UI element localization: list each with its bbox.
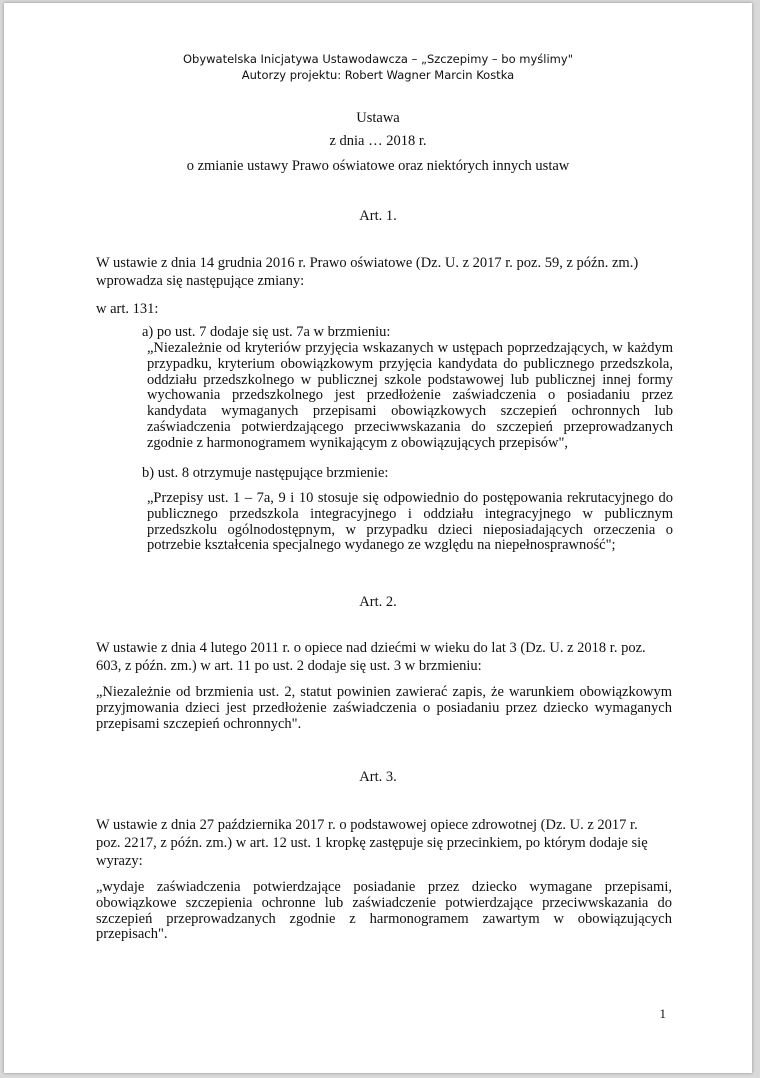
header-initiative: Obywatelska Inicjatywa Ustawodawcza – „Szczepimy – bo myślimy" (182, 52, 573, 66)
art1-item-b-text: „Przepisy ust. 1 – 7a, 9 i 10 stosuje się odpowiednio do postępowania rekrutacyjnego do publicznego przedszkola integracyjnego i oddziału integracyjnego w publicznym przedszkolu ogólnodostępnym, w przypadku dzieci nieposiadających orzeczenia o potrzebie kształcenia specjalnego wydanego ze względu na niepełnosprawność"; (147, 490, 673, 554)
header-authors: Autorzy projektu: Robert Wagner Marcin Kostka (241, 68, 515, 82)
title-subject: o zmianie ustawy Prawo oświatowe oraz niektórych innych ustaw (186, 158, 570, 174)
art1-art131: w art. 131: (96, 301, 159, 317)
art2-heading: Art. 2. (359, 594, 397, 610)
art1-intro-line2: wprowadza się następujące zmiany: (96, 273, 305, 289)
art3-heading: Art. 3. (359, 769, 397, 785)
art1-heading: Art. 1. (359, 208, 397, 224)
page-number: 1 (659, 1006, 666, 1021)
art1-intro-line1: W ustawie z dnia 14 grudnia 2016 r. Prawo oświatowe (Dz. U. z 2017 r. poz. 59, z późn. zm.) (96, 255, 639, 271)
art2-intro-line2: 603, z późn. zm.) w art. 11 po ust. 2 dodaje się ust. 3 w brzmieniu: (96, 658, 482, 674)
title-ustawa: Ustawa (356, 110, 400, 126)
art3-intro-line3: wyrazy: (96, 853, 143, 869)
title-date: z dnia … 2018 r. (329, 133, 427, 149)
document-page (4, 3, 752, 1073)
art2-text: „Niezależnie od brzmienia ust. 2, statut powinien zawierać zapis, że warunkiem obowiązkowym przyjmowania dzieci jest przedłożenie zaświadczenia o posiadaniu przez dziecko wymaganych przepisami szczepień ochronnych". (96, 684, 672, 732)
art1-item-a-label: a) po ust. 7 dodaje się ust. 7a w brzmieniu: (142, 324, 391, 340)
document-header (4, 51, 752, 83)
art3-intro-line1: W ustawie z dnia 27 października 2017 r. o podstawowej opiece zdrowotnej (Dz. U. z 2017 r. (96, 817, 638, 833)
art2-intro-line1: W ustawie z dnia 4 lutego 2011 r. o opiece nad dziećmi w wieku do lat 3 (Dz. U. z 2018 r. poz. (96, 640, 646, 656)
art1-item-a-text: „Niezależnie od kryteriów przyjęcia wskazanych w ustępach poprzedzających, w każdym przypadku, kryterium obowiązkowym przyjęcia kandydata do publicznego przedszkola, oddziału przedszkolnego w publicznej szkole podstawowej lub publicznej innej formy wychowania przedszkolnego jest przedłożenie zaświadczenia o posiadaniu przez kandydata wymaganych przepisami obowiązkowych szczepień ochronnych lub zaświadczenia potwierdzającego przeciwwskazania do szczepień przeprowadzanych zgodnie z harmonogramem wynikającym z obowiązujących przepisów", (147, 340, 673, 451)
art3-text: „wydaje zaświadczenia potwierdzające posiadanie przez dziecko wymagane przepisami, obowiązkowe szczepienia ochronne lub zaświadczenie potwierdzające przeciwwskazania do szczepień przeprowadzanych zgodnie z harmonogramem zawartym w obowiązujących przepisach". (96, 879, 672, 943)
art3-intro-line2: poz. 2217, z późn. zm.) w art. 12 ust. 1 kropkę zastępuje się przecinkiem, po którym dodaje się (96, 835, 648, 851)
art1-item-b-label: b) ust. 8 otrzymuje następujące brzmienie: (142, 465, 389, 481)
